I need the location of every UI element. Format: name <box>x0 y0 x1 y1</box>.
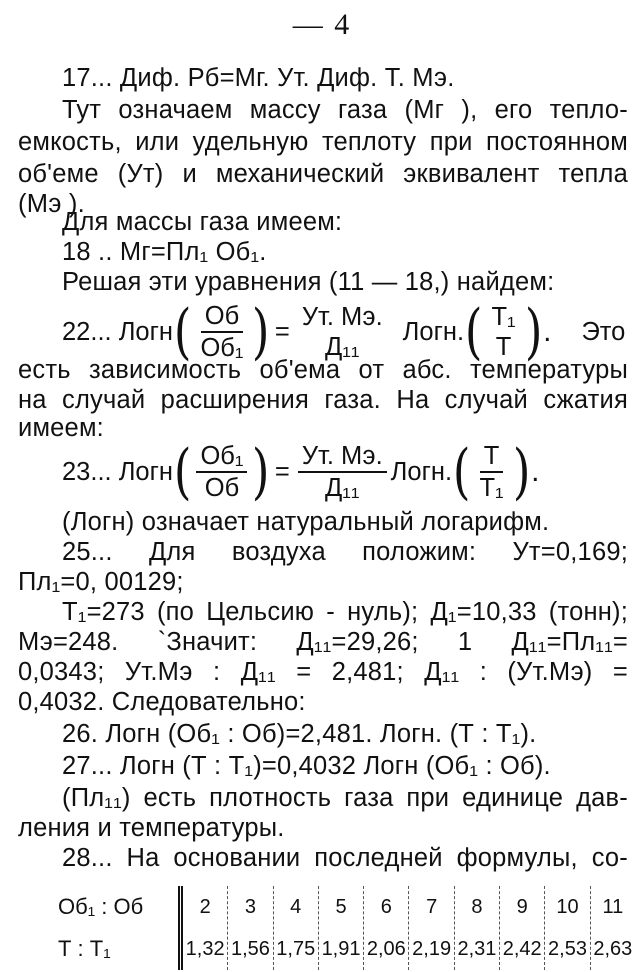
table-cell-temperature-ratio: 1,56 <box>230 938 270 960</box>
eq22-frac1-num: Об <box>201 301 243 333</box>
eq23-fraction-coef <box>298 441 387 503</box>
table-cell-volume-ratio: 8 <box>471 896 483 918</box>
left-paren: ( <box>464 297 483 367</box>
table-cell-temperature-ratio: 2,31 <box>457 938 497 960</box>
p25-line1: 25... Для воздуха положим: Ут=0,169; <box>62 538 628 566</box>
table-cell-temperature-ratio: 2,53 <box>548 938 587 960</box>
left-paren: ( <box>452 437 471 507</box>
ratio-table <box>18 886 633 970</box>
eq23-formula: 23... Логн ( $\frac{\text{Об₁}}{Об}$ ) = $\frac{Ут. Мэ.}{\text{Д₁₁}}$ Логн. ( $\frac{Т}{\text{Т₁}}$ ) . <box>62 437 540 507</box>
table-cell-temperature-ratio: 2,19 <box>412 938 452 960</box>
p-t1-line3: 0,0343; Ут.Мэ : Д₁₁ = 2,481; Д₁₁ : (Ут.Мэ) = <box>18 658 628 686</box>
table-cell-volume-ratio: 11 <box>602 896 624 918</box>
left-paren: ( <box>173 297 192 367</box>
table-cell-volume-ratio: 2 <box>199 896 211 918</box>
table-column <box>591 886 635 970</box>
table-cell-volume-ratio: 3 <box>244 896 256 918</box>
eq22-text-line3: имеем: <box>18 414 104 442</box>
p25-line2: Пл₁=0, 00129; <box>18 568 184 596</box>
eq23-frac2-num: Ут. Мэ. <box>298 441 387 473</box>
eq22-formula: 22... Логн ( $\frac{Об}{\text{Об₁}}$ ) = Ут. Мэ. Д₁₁ Логн. ( Т₁ Т ) . Это <box>62 297 626 367</box>
paragraph1-line2: Тут означаем массу газа (Мг ), его тепло- <box>62 96 628 124</box>
right-paren: ) <box>512 437 531 507</box>
table-column <box>274 886 319 970</box>
table-cells <box>178 886 635 970</box>
eq22-log: Логн. <box>402 317 465 346</box>
table-column <box>228 886 273 970</box>
paragraph1-line3: емкость, или удельную теплоту при постоянном <box>18 128 628 156</box>
table-cell-temperature-ratio: 1,32 <box>185 938 225 960</box>
eq23-frac1-num: Об₁ <box>196 441 247 473</box>
table-cell-temperature-ratio: 2,63 <box>593 938 633 960</box>
eq22-label: 22... Логн <box>62 317 174 346</box>
p28-line1: 28... На основании последней формулы, со- <box>62 844 628 872</box>
eq23-frac3-num: Т <box>480 441 504 473</box>
eq22-tail: Это <box>581 317 626 346</box>
eq22-fraction-coef <box>298 302 387 362</box>
p-t1-line2: Мэ=248. `Значит: Д₁₁=29,26; 1 Д₁₁=Пл₁₁= <box>18 628 628 656</box>
eq23-label: 23... Логн <box>62 457 174 486</box>
eq22-text-line1: есть зависимость об'ема от абс. температуры <box>18 356 628 384</box>
eq23-log: Логн. <box>390 457 453 486</box>
eq26: 26. Логн (Об₁ : Об)=2,481. Логн. (Т : Т₁). <box>62 720 537 748</box>
table-cell-volume-ratio: 4 <box>290 896 302 918</box>
equals-sign: = <box>274 317 290 346</box>
density-line1: (Пл₁₁) есть плотность газа при единице дав- <box>62 784 628 812</box>
log-note: (Логн) означает натуральный логарифм. <box>62 508 550 536</box>
eq23-fraction-temp <box>475 441 507 503</box>
equals-sign: = <box>274 457 290 486</box>
eq22-frac3-den: Т <box>495 333 512 361</box>
right-paren: ) <box>252 437 270 507</box>
table-column <box>545 886 590 970</box>
table-column <box>500 886 545 970</box>
eq17-line: 17... Диф. Рб=Мг. Ут. Диф. Т. Мэ. <box>62 64 455 92</box>
right-paren: ) <box>524 297 543 367</box>
eq23-frac1-den: Об <box>204 474 240 502</box>
table-row1-label: Об₁ : Об <box>58 894 144 919</box>
table-cell-temperature-ratio: 2,06 <box>366 938 406 960</box>
mass-intro: Для массы газа имеем: <box>62 208 343 236</box>
table-cell-volume-ratio: 6 <box>380 896 392 918</box>
table-column <box>183 886 228 970</box>
table-column <box>364 886 409 970</box>
page-number: — 4 <box>292 8 352 41</box>
table-cell-temperature-ratio: 2,42 <box>502 938 542 960</box>
p-t1-line4: 0,4032. Следовательно: <box>18 688 306 716</box>
table-column <box>319 886 364 970</box>
eq22-frac2-den: Д₁₁ <box>325 333 360 361</box>
p-t1-line1: Т₁=273 (по Цельсию - нуль); Д₁=10,33 (тонн); <box>62 598 628 626</box>
table-column <box>409 886 454 970</box>
eq22-frac1-den: Об₁ <box>200 334 244 362</box>
table-cell-volume-ratio: 5 <box>335 896 347 918</box>
density-line2: ления и температуры. <box>18 814 285 842</box>
eq22-text-line2: на случай расширения газа. На случай сжатия <box>18 386 628 414</box>
paragraph1-line4: об'еме (Ут) и механический эквивалент тепла <box>18 160 628 188</box>
right-paren: ) <box>252 297 270 367</box>
table-column <box>455 886 500 970</box>
table-cell-volume-ratio: 7 <box>426 896 438 918</box>
eq22-fraction-temp <box>487 302 519 362</box>
eq23-frac3-den: Т₁ <box>479 474 504 502</box>
solve-text: Решая эти уравнения (11 — 18,) найдем: <box>62 268 555 296</box>
eq18: 18 .. Мг=Пл₁ Об₁. <box>62 238 267 266</box>
left-paren: ( <box>173 437 192 507</box>
eq23-fraction-volume <box>196 441 247 503</box>
paragraph1-line5: (Мэ ). <box>18 190 85 218</box>
table-cell-volume-ratio: 9 <box>516 896 528 918</box>
table-cell-volume-ratio: 10 <box>556 896 579 918</box>
eq22-frac2-num: Ут. Мэ. <box>301 303 383 331</box>
eq22-frac3-num: Т₁ <box>491 303 516 331</box>
table-cell-temperature-ratio: 1,75 <box>276 938 316 960</box>
eq23-frac2-den: Д₁₁ <box>325 474 360 502</box>
table-cell-temperature-ratio: 1,91 <box>321 938 361 960</box>
eq27: 27... Логн (Т : Т₁)=0,4032 Логн (Об₁ : Об). <box>62 752 551 780</box>
table-row2-label: Т : Т₁ <box>58 936 111 961</box>
